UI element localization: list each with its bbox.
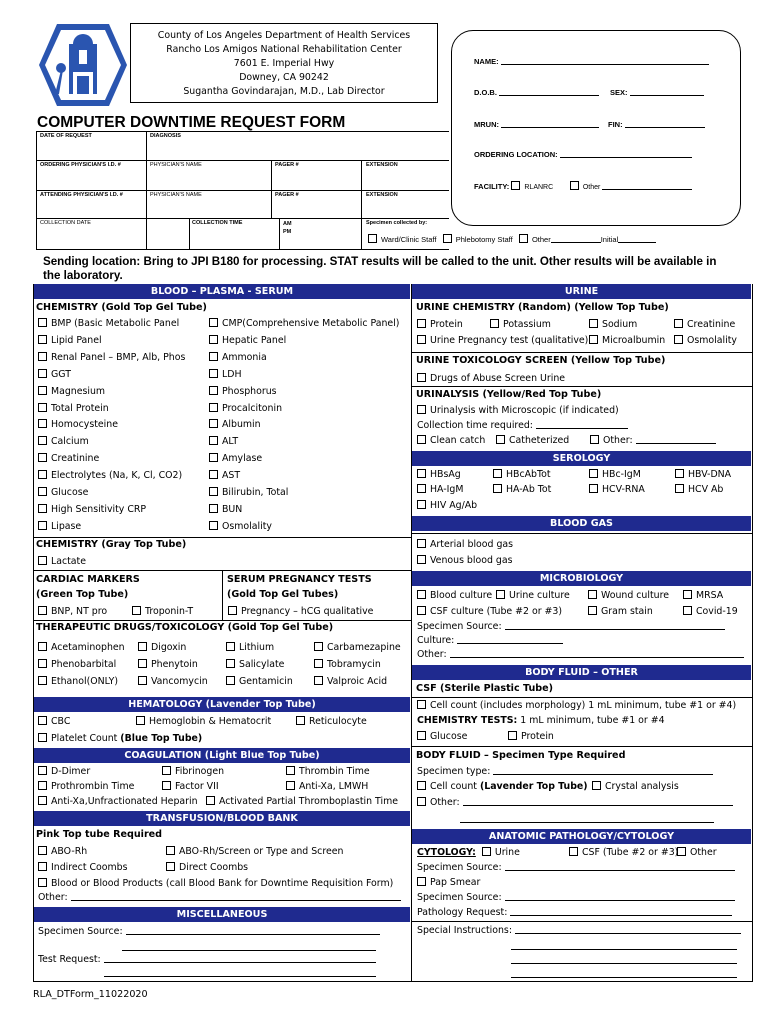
bf-cell-count-item[interactable]: Cell count (Lavender Top Tube) <box>417 781 588 793</box>
abo-screen-item[interactable]: ABO-Rh/Screen or Type and Screen <box>166 846 343 858</box>
micro-other-label: Other: <box>417 649 447 660</box>
other-facility-checkbox[interactable] <box>570 181 579 190</box>
transfusion-header: TRANSFUSION/BLOOD BANK <box>34 811 410 826</box>
mrun-field[interactable] <box>501 127 599 128</box>
urine-chemistry-header: URINE CHEMISTRY (Random) (Yellow Top Tube) <box>416 302 669 313</box>
attending-physician-id-label: ATTENDING PHYSICIAN'S I.D. # <box>40 192 123 198</box>
pregnancy-qual-item[interactable]: Pregnancy – hCG qualitative <box>228 606 373 618</box>
tdm-item[interactable]: Salicylate <box>226 659 284 671</box>
chem-item[interactable]: Procalcitonin <box>209 401 399 418</box>
serology-header: SEROLOGY <box>412 451 751 466</box>
cyto-source-field[interactable] <box>505 870 735 871</box>
bf-other-checkbox[interactable] <box>417 797 426 806</box>
coag-item[interactable]: Prothrombin Time <box>38 781 134 793</box>
culture-field[interactable] <box>457 643 563 644</box>
tdm-item[interactable]: Phenytoin <box>138 659 198 671</box>
chem-item[interactable]: AST <box>209 468 399 485</box>
cyto-source-label: Specimen Source: <box>417 862 502 873</box>
tdm-item[interactable]: Digoxin <box>138 642 186 654</box>
urine-chem-item[interactable]: Protein <box>417 319 463 331</box>
microbiology-header: MICROBIOLOGY <box>412 571 751 586</box>
chem-item[interactable]: Magnesium <box>38 384 185 401</box>
attending-physician-name-label: PHYSICIAN'S NAME <box>150 192 202 198</box>
chem-item[interactable]: Glucose <box>38 485 185 502</box>
blood-products-item[interactable]: Blood or Blood Products (call Blood Bank for Downtime Requisition Form) <box>38 878 393 890</box>
fin-field[interactable] <box>625 127 705 128</box>
chem-item[interactable]: Phosphorus <box>209 384 399 401</box>
name-field[interactable] <box>501 64 709 65</box>
test-request-label: Test Request: <box>38 954 101 965</box>
csf-glucose-item[interactable]: Glucose <box>417 731 467 743</box>
facility-label: FACILITY: <box>474 182 510 191</box>
pink-top-note: Pink Top tube Required <box>36 829 163 840</box>
special-instructions-line3[interactable] <box>511 963 737 964</box>
lab-address: County of Los Angeles Department of Health Services Rancho Los Amigos National Rehabilitation Center 7601 E. Imperial Hwy Downey, CA 90242 Sugantha Govindarajan, M.D., Lab Director <box>130 23 438 103</box>
ua-other-item[interactable]: Other: <box>590 435 716 447</box>
collected-other-field[interactable] <box>551 242 601 243</box>
serology-item[interactable]: HBcAbTot <box>493 469 551 481</box>
hiv-item[interactable]: HIV Ag/Ab <box>417 500 477 512</box>
bf-other-field[interactable] <box>463 805 733 806</box>
chem-item[interactable]: Albumin <box>209 417 399 434</box>
chem-item[interactable]: Renal Panel – BMP, Alb, Phos <box>38 350 185 367</box>
ordering-physician-id-label: ORDERING PHYSICIAN'S I.D. # <box>40 162 121 168</box>
urine-header: URINE <box>412 284 751 299</box>
cytology-label: CYTOLOGY: <box>417 847 476 858</box>
coag-item[interactable]: D-Dimer <box>38 766 90 778</box>
pm-label: PM <box>283 229 292 235</box>
blood-plasma-serum-header: BLOOD – PLASMA - SERUM <box>34 284 410 299</box>
chem-item[interactable]: Bilirubin, Total <box>209 485 399 502</box>
pager-label: PAGER # <box>275 162 299 168</box>
chem-item[interactable]: Lipid Panel <box>38 333 185 350</box>
coag-item[interactable]: Fibrinogen <box>162 766 224 778</box>
specimen-collected-by-label: Specimen collected by: <box>366 220 428 226</box>
cyto-other-item[interactable]: Other <box>677 847 717 859</box>
serology-item[interactable]: HBV-DNA <box>675 469 731 481</box>
physician-name-label: PHYSICIAN'S NAME <box>150 162 202 168</box>
sending-location-note: Sending location: Bring to JPI B180 for processing. STAT results will be called to the unit. Other results will be available in the laboratory. <box>43 255 717 282</box>
specimen-type-label: Specimen type: <box>417 766 491 777</box>
csf-culture-item[interactable]: CSF culture (Tube #2 or #3) <box>417 606 562 618</box>
serology-item[interactable]: HA-Ab Tot <box>493 484 551 496</box>
urine-chem-item[interactable]: Sodium <box>589 319 637 331</box>
blood-gas-header: BLOOD GAS <box>412 516 751 531</box>
date-of-request-label: DATE OF REQUEST <box>40 133 92 139</box>
hh-item[interactable]: Hemoglobin & Hematocrit <box>136 716 271 728</box>
serology-item[interactable]: HCV-RNA <box>589 484 645 496</box>
cardiac-markers-header: CARDIAC MARKERS (Green Top Tube) <box>36 574 140 600</box>
chem-item[interactable]: Creatinine <box>38 451 185 468</box>
logo <box>37 22 129 108</box>
chem-item[interactable]: Osmolality <box>209 519 399 536</box>
body-fluid-header: BODY FLUID – OTHER <box>412 665 751 680</box>
cyto-csf-item[interactable]: CSF (Tube #2 or #3) <box>569 847 678 859</box>
chem-item[interactable]: Hepatic Panel <box>209 333 399 350</box>
initial-field[interactable] <box>618 242 656 243</box>
chem-item[interactable]: Ammonia <box>209 350 399 367</box>
bnp-item[interactable]: BNP, NT pro <box>38 606 107 618</box>
micro-source-field[interactable] <box>505 629 725 630</box>
collected-other-checkbox[interactable] <box>519 234 528 243</box>
tdm-item[interactable]: Acetaminophen <box>38 642 125 654</box>
covid-item[interactable]: Covid-19 <box>683 606 738 618</box>
urinalysis-header: URINALYSIS (Yellow/Red Top Tube) <box>416 389 602 400</box>
blood-culture-item[interactable]: Blood culture <box>417 590 492 602</box>
chemistry-tests-line: CHEMISTRY TESTS: 1 mL minimum, tube #1 or #4 <box>417 715 665 726</box>
chem-item[interactable]: ALT <box>209 434 399 451</box>
path-source-label: Specimen Source: <box>417 892 502 903</box>
lactate-item[interactable]: Lactate <box>38 556 86 568</box>
direct-coombs-item[interactable]: Direct Coombs <box>166 862 248 874</box>
serology-item[interactable]: HCV Ab <box>675 484 723 496</box>
catheterized-item[interactable]: Catheterized <box>496 435 569 447</box>
serology-item[interactable]: HA-IgM <box>417 484 463 496</box>
bf-other-label: Other: <box>430 797 460 808</box>
chem-item[interactable]: Lipase <box>38 519 185 536</box>
urine-osmolality-item[interactable]: Osmolality <box>674 335 737 347</box>
retic-item[interactable]: Reticulocyte <box>296 716 367 728</box>
specimen-type-field[interactable] <box>493 774 713 775</box>
csf-sterile-header: CSF (Sterile Plastic Tube) <box>416 683 554 694</box>
other-facility-field[interactable] <box>602 189 692 190</box>
serology-item[interactable]: HBsAg <box>417 469 461 481</box>
path-request-field[interactable] <box>510 915 732 916</box>
collection-time-label: Collection time required: <box>417 420 533 431</box>
aptt-item[interactable]: Activated Partial Thromboplastin Time <box>206 796 398 808</box>
ordering-location-label: ORDERING LOCATION: <box>474 150 558 159</box>
venous-item[interactable]: Venous blood gas <box>417 555 512 567</box>
chem-item[interactable]: High Sensitivity CRP <box>38 502 185 519</box>
chem-item[interactable]: GGT <box>38 367 185 384</box>
chem-item[interactable]: CMP(Comprehensive Metabolic Panel) <box>209 316 399 333</box>
coag-item[interactable]: Anti-Xa, LMWH <box>286 781 368 793</box>
fin-label: FIN: <box>608 120 623 129</box>
tdm-header: THERAPEUTIC DRUGS/TOXICOLOGY (Gold Top Gel Tube) <box>36 622 334 633</box>
tdm-item[interactable]: Carbamezapine <box>314 642 401 654</box>
wound-culture-item[interactable]: Wound culture <box>588 590 669 602</box>
bb-other-field[interactable] <box>71 900 401 901</box>
bf-other-line2[interactable] <box>460 822 714 823</box>
coag-item[interactable]: Thrombin Time <box>286 766 370 778</box>
serum-pregnancy-header: SERUM PREGNANCY TESTS (Gold Top Gel Tubes) <box>227 574 372 600</box>
urinalysis-micro-item[interactable]: Urinalysis with Microscopic (if indicated) <box>417 405 619 417</box>
chem-item[interactable]: Calcium <box>38 434 185 451</box>
chem-item[interactable]: LDH <box>209 367 399 384</box>
micro-source-label: Specimen Source: <box>417 621 502 632</box>
body-fluid-spec-header: BODY FLUID – Specimen Type Required <box>416 750 626 761</box>
special-instructions-label: Special Instructions: <box>417 925 512 936</box>
miscellaneous-header: MISCELLANEOUS <box>34 907 410 922</box>
indirect-coombs-item[interactable]: Indirect Coombs <box>38 862 127 874</box>
test-request-field[interactable] <box>104 962 376 963</box>
pathology-header: ANATOMIC PATHOLOGY/CYTOLOGY <box>412 829 751 844</box>
csf-protein-item[interactable]: Protein <box>508 731 554 743</box>
platelet-item[interactable]: Platelet Count (Blue Top Tube) <box>38 733 202 745</box>
gram-stain-item[interactable]: Gram stain <box>588 606 653 618</box>
misc-specimen-source-field[interactable] <box>126 934 380 935</box>
chem-item[interactable]: Total Protein <box>38 401 185 418</box>
form-title: COMPUTER DOWNTIME REQUEST FORM <box>37 114 346 131</box>
urine-chem-item[interactable]: Potassium <box>490 319 551 331</box>
phlebotomy-checkbox[interactable] <box>443 234 452 243</box>
misc-specimen-source-line2[interactable] <box>122 950 376 951</box>
tdm-item[interactable]: Gentamicin <box>226 676 293 688</box>
crystal-item[interactable]: Crystal analysis <box>592 781 679 793</box>
troponin-item[interactable]: Troponin-T <box>132 606 193 618</box>
chemistry-gray-header: CHEMISTRY (Gray Top Tube) <box>36 539 187 550</box>
collection-time-label: COLLECTION TIME <box>192 220 243 226</box>
am-label: AM <box>283 221 292 227</box>
bb-other-label: Other: <box>38 892 68 903</box>
tdm-item[interactable]: Ethanol(ONLY) <box>38 676 118 688</box>
ordering-location-field[interactable] <box>560 157 692 158</box>
dob-field[interactable] <box>499 95 599 96</box>
chem-col2 <box>209 316 399 536</box>
form-id-footer: RLA_DTForm_11022020 <box>33 989 148 1000</box>
urine-tox-header: URINE TOXICOLOGY SCREEN (Yellow Top Tube) <box>416 355 666 366</box>
sex-field[interactable] <box>630 95 704 96</box>
urine-chem-item[interactable]: Creatinine <box>674 319 735 331</box>
tdm-item[interactable]: Valproic Acid <box>314 676 387 688</box>
hematology-header: HEMATOLOGY (Lavender Top Tube) <box>34 697 410 712</box>
name-label: NAME: <box>474 57 499 66</box>
pap-smear-item[interactable]: Pap Smear <box>417 877 480 889</box>
diagnosis-label: DIAGNOSIS <box>150 133 181 139</box>
extension-label: EXTENSION <box>366 162 398 168</box>
chemistry-gold-header: CHEMISTRY (Gold Top Gel Tube) <box>36 302 207 313</box>
path-request-label: Pathology Request: <box>417 907 508 918</box>
collection-time-field[interactable] <box>536 428 628 429</box>
drugs-of-abuse-item[interactable]: Drugs of Abuse Screen Urine <box>417 373 565 385</box>
special-instructions-line2[interactable] <box>511 949 737 950</box>
culture-label: Culture: <box>417 635 455 646</box>
clean-catch-item[interactable]: Clean catch <box>417 435 485 447</box>
cyto-urine-checkbox[interactable] <box>482 847 491 856</box>
mrsa-item[interactable]: MRSA <box>683 590 723 602</box>
test-request-line2[interactable] <box>104 976 376 977</box>
coagulation-header: COAGULATION (Light Blue Top Tube) <box>34 748 410 763</box>
microalbumin-item[interactable]: Microalbumin <box>589 335 665 347</box>
cbc-item[interactable]: CBC <box>38 716 70 728</box>
special-instructions-field[interactable] <box>515 933 741 934</box>
tdm-item[interactable]: Lithium <box>226 642 274 654</box>
special-instructions-line4[interactable] <box>511 977 737 978</box>
chem-item[interactable]: Homocysteine <box>38 417 185 434</box>
chem-item[interactable]: Electrolytes (Na, K, Cl, CO2) <box>38 468 185 485</box>
chem-col1 <box>38 316 185 536</box>
ward-clinic-checkbox[interactable] <box>368 234 377 243</box>
misc-specimen-source-label: Specimen Source: <box>38 926 123 937</box>
chem-item[interactable]: BUN <box>209 502 399 519</box>
chem-item[interactable]: Amylase <box>209 451 399 468</box>
micro-other-field[interactable] <box>450 657 744 658</box>
antixa-item[interactable]: Anti-Xa,Unfractionated Heparin <box>38 796 198 808</box>
serology-item[interactable]: HBc-IgM <box>589 469 641 481</box>
urine-culture-item[interactable]: Urine culture <box>496 590 570 602</box>
mrun-label: MRUN: <box>474 120 499 129</box>
chem-item[interactable]: BMP (Basic Metabolic Panel <box>38 316 185 333</box>
sex-label: SEX: <box>610 88 628 97</box>
tdm-item[interactable]: Tobramycin <box>314 659 381 671</box>
dob-label: D.O.B. <box>474 88 497 97</box>
arterial-item[interactable]: Arterial blood gas <box>417 539 513 551</box>
tdm-item[interactable]: Phenobarbital <box>38 659 116 671</box>
path-source-field[interactable] <box>505 900 735 901</box>
abo-item[interactable]: ABO-Rh <box>38 846 87 858</box>
rlanrc-checkbox[interactable] <box>511 181 520 190</box>
tdm-item[interactable]: Vancomycin <box>138 676 208 688</box>
attending-extension-label: EXTENSION <box>366 192 398 198</box>
csf-cell-count-item[interactable]: Cell count (includes morphology) 1 mL minimum, tube #1 or #4) <box>417 700 736 712</box>
urine-preg-item[interactable]: Urine Pregnancy test (qualitative) <box>417 335 588 347</box>
collection-date-label: COLLECTION DATE <box>40 220 91 226</box>
attending-pager-label: PAGER # <box>275 192 299 198</box>
coag-item[interactable]: Factor VII <box>162 781 219 793</box>
